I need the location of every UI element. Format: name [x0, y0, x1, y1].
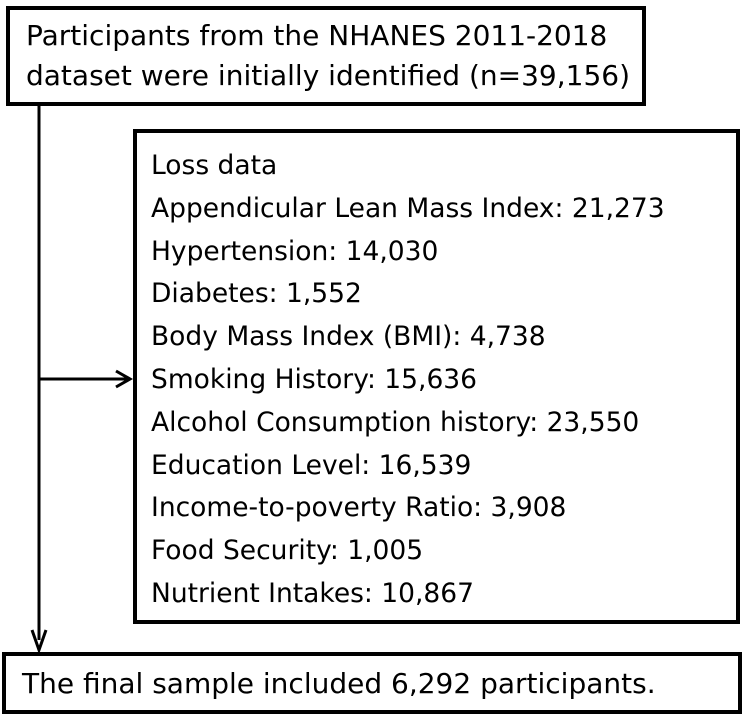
exclusion-item-alcohol: Alcohol Consumption history: 23,550: [151, 406, 640, 438]
exclusion-item-education: Education Level: 16,539: [151, 449, 472, 481]
exclusion-box: [133, 129, 740, 624]
exclusion-item-income-poverty: Income-to-poverty Ratio: 3,908: [151, 492, 567, 524]
initial-participants-line-2: dataset were initially identified (n=39,156): [26, 59, 631, 92]
final-sample-box: [2, 652, 742, 714]
exclusion-item-diabetes: Diabetes: 1,552: [151, 278, 362, 310]
exclusion-item-hypertension: Hypertension: 14,030: [151, 235, 439, 267]
exclusion-item-appendicular-lean-mass: Appendicular Lean Mass Index: 21,273: [151, 192, 665, 224]
exclusion-item-nutrient-intakes: Nutrient Intakes: 10,867: [151, 577, 475, 609]
exclusion-heading: Loss data: [151, 150, 278, 181]
initial-participants-box: [6, 6, 646, 106]
initial-participants-line-1: Participants from the NHANES 2011-2018: [26, 19, 608, 52]
exclusion-item-food-security: Food Security: 1,005: [151, 535, 424, 567]
final-sample-text: The final sample included 6,292 participants.: [22, 667, 656, 700]
exclusion-item-bmi: Body Mass Index (BMI): 4,738: [151, 321, 546, 353]
exclusion-item-smoking: Smoking History: 15,636: [151, 363, 478, 395]
